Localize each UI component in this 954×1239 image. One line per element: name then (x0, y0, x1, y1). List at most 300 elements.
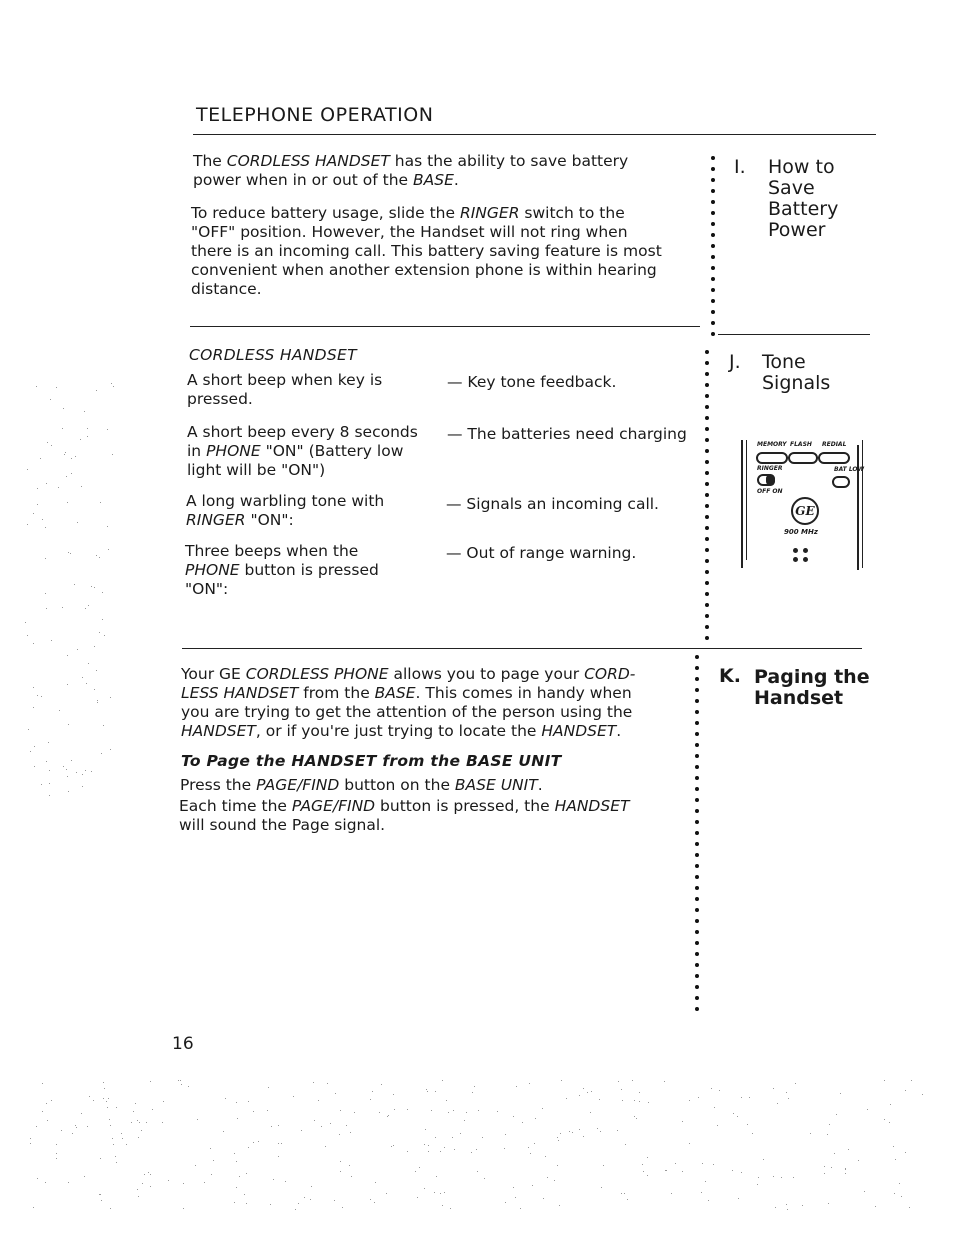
speck (431, 1110, 432, 1111)
speck (33, 687, 34, 688)
separator-dot (705, 581, 709, 585)
speck (82, 786, 83, 787)
speck (87, 436, 88, 437)
speck (452, 1137, 453, 1138)
speck (566, 1098, 567, 1099)
speck (314, 1120, 315, 1121)
speck (354, 1112, 355, 1113)
speck (845, 1173, 846, 1174)
speck (100, 1158, 101, 1159)
speck (96, 390, 97, 391)
separator-dot (695, 875, 699, 879)
speck (84, 411, 85, 412)
speck (37, 504, 38, 505)
speck (137, 1120, 138, 1121)
speck (747, 1124, 748, 1125)
separator-dot (695, 996, 699, 1000)
separator-dot (711, 288, 715, 292)
speck (67, 502, 68, 503)
speck (840, 1093, 841, 1094)
speck (107, 429, 108, 430)
speck (94, 646, 95, 647)
speck (453, 1110, 454, 1111)
speck (301, 1130, 302, 1131)
speck (213, 1160, 214, 1161)
label-flash: FLASH (790, 441, 812, 448)
speck (116, 1162, 117, 1163)
speck (33, 513, 34, 514)
separator-dot (705, 427, 709, 431)
speck (46, 483, 47, 484)
separator-dot (695, 941, 699, 945)
label-memory: MEMORY (757, 441, 787, 448)
speck (682, 1171, 683, 1172)
speck (890, 1104, 891, 1105)
separator-dot (711, 277, 715, 281)
speck (110, 749, 111, 750)
separator-dot (695, 721, 699, 725)
speck (64, 454, 65, 455)
speck (387, 1116, 388, 1117)
speck (617, 1130, 618, 1131)
separator-dot (705, 493, 709, 497)
speck (340, 1161, 341, 1162)
separator-dot (705, 526, 709, 530)
separator-dot (711, 299, 715, 303)
speck (298, 1203, 299, 1204)
separator-dot (705, 394, 709, 398)
speck (162, 1122, 163, 1123)
separator-dot (705, 570, 709, 574)
speck (477, 1171, 478, 1172)
speck (781, 1177, 782, 1178)
memory-key (756, 452, 788, 464)
speck (56, 387, 57, 388)
speck (515, 1197, 516, 1198)
separator-dot (705, 625, 709, 629)
speck (717, 1125, 718, 1126)
speck (33, 707, 34, 708)
speck (236, 1161, 237, 1162)
speck (621, 1089, 622, 1090)
section-i-rule-right (718, 334, 870, 335)
speck (426, 1089, 427, 1090)
speck (547, 1177, 548, 1178)
speck (77, 649, 78, 650)
speck (474, 1086, 475, 1087)
speck (63, 408, 64, 409)
speck (476, 1149, 477, 1150)
speck (375, 1182, 376, 1183)
speaker-hole-icon (793, 548, 798, 553)
separator-dot (705, 405, 709, 409)
speck (529, 1083, 530, 1084)
speck (34, 766, 35, 767)
speck (624, 1193, 625, 1194)
separator-dot (705, 636, 709, 640)
speck (110, 697, 111, 698)
speck (450, 1208, 451, 1209)
separator-dot (705, 361, 709, 365)
speck (777, 1103, 778, 1104)
speck (122, 1138, 123, 1139)
speck (110, 1125, 111, 1126)
speck (427, 1091, 428, 1092)
speck (75, 1125, 76, 1126)
speck (152, 1109, 153, 1110)
speck (786, 1092, 787, 1093)
speck (905, 1152, 906, 1153)
speck (845, 1169, 846, 1170)
speck (370, 1199, 371, 1200)
speck (293, 1096, 294, 1097)
speck (346, 1125, 347, 1126)
speck (41, 784, 42, 785)
separator-dot (705, 350, 709, 354)
speck (572, 1132, 573, 1133)
section-k-para3: Each time the PAGE/FIND button is pressed, the HANDSET will sound the Page signal. (179, 797, 630, 834)
speck (444, 1192, 445, 1193)
speck (922, 1094, 923, 1095)
handset-edge-left (741, 440, 743, 568)
speck (671, 1193, 672, 1194)
speck (569, 1131, 570, 1132)
speck (144, 1174, 145, 1175)
speck (428, 1151, 429, 1152)
speck (749, 1097, 750, 1098)
speck (464, 1120, 465, 1121)
separator-dot (695, 743, 699, 747)
speck (379, 1112, 380, 1113)
speck (135, 1103, 136, 1104)
speck (425, 1129, 426, 1130)
speck (788, 1098, 789, 1099)
speck (104, 635, 105, 636)
separator-dot (705, 515, 709, 519)
speck (632, 1080, 633, 1081)
separator-dot (695, 963, 699, 967)
speck (318, 1100, 319, 1101)
speck (310, 1199, 311, 1200)
tone-row-1-condition: A short beep when key is pressed. (187, 371, 383, 408)
speck (335, 1093, 336, 1094)
speck (639, 1092, 640, 1093)
ringer-switch-knob (766, 474, 775, 486)
separator-dot (705, 559, 709, 563)
separator-dot (711, 156, 715, 160)
speck (698, 1097, 699, 1098)
speck (30, 1143, 31, 1144)
speck (407, 1151, 408, 1152)
speck (42, 519, 43, 520)
speck (65, 452, 66, 453)
label-off-on: OFF ON (757, 488, 783, 495)
speck (236, 1187, 237, 1188)
speck (579, 1095, 580, 1096)
speck (109, 1119, 110, 1120)
speck (424, 1188, 425, 1189)
speck (131, 1122, 132, 1123)
section-i-para1: The CORDLESS HANDSET has the ability to save battery power when in or out of the BASE. (193, 152, 629, 189)
speck (599, 1099, 600, 1100)
speck (884, 1119, 885, 1120)
speck (497, 1111, 498, 1112)
separator-dot (711, 266, 715, 270)
speck (116, 1107, 117, 1108)
speck (834, 1153, 835, 1154)
speck (107, 1107, 108, 1108)
tone-row-1-meaning: — Key tone feedback. (447, 373, 617, 391)
speck (634, 1116, 635, 1117)
speck (101, 1200, 102, 1201)
speck (802, 1205, 803, 1206)
speck (558, 1140, 559, 1141)
label-redial: REDIAL (822, 441, 847, 448)
speck (270, 1204, 271, 1205)
speck (108, 549, 109, 550)
speck (146, 1122, 147, 1123)
speck (601, 1187, 602, 1188)
speck (370, 1099, 371, 1100)
speck (45, 1182, 46, 1183)
speck (148, 1172, 149, 1173)
speck (311, 1186, 312, 1187)
speck (278, 1143, 279, 1144)
separator-dot (711, 167, 715, 171)
separator-dot (695, 798, 699, 802)
section-k-title: Paging the Handset (754, 666, 870, 709)
speck (828, 1203, 829, 1204)
speck (350, 1132, 351, 1133)
speck (49, 770, 50, 771)
speck (434, 1192, 435, 1193)
speck (534, 1143, 535, 1144)
speck (505, 1202, 506, 1203)
speck (56, 1158, 57, 1159)
speck (505, 1134, 506, 1135)
separator-dot (695, 754, 699, 758)
speck (295, 1209, 296, 1210)
speck (67, 684, 68, 685)
flash-key (788, 452, 818, 464)
speck (386, 1193, 387, 1194)
speck (111, 383, 112, 384)
speck (93, 1100, 94, 1101)
speck (417, 1197, 418, 1198)
speck (460, 1133, 461, 1134)
speck (48, 742, 49, 743)
speck (107, 526, 108, 527)
speck (30, 751, 31, 752)
separator-dot (711, 178, 715, 182)
speck (51, 445, 52, 446)
speck (271, 1126, 272, 1127)
speck (579, 1129, 580, 1130)
speck (554, 1180, 555, 1181)
tone-row-2-condition: A short beep every 8 seconds in PHONE "ON" (Battery low light will be "ON") (187, 423, 418, 479)
speck (583, 1136, 584, 1137)
redial-key (818, 452, 850, 464)
separator-dot (705, 460, 709, 464)
speck (388, 1115, 389, 1116)
speck (42, 1083, 43, 1084)
speck (557, 1137, 558, 1138)
speck (901, 1196, 902, 1197)
speck (557, 1165, 558, 1166)
speck (478, 1110, 479, 1111)
speck (76, 772, 77, 773)
speck (278, 1125, 279, 1126)
speck (234, 1153, 235, 1154)
separator-dot (695, 897, 699, 901)
speck (268, 1087, 269, 1088)
speck (253, 1142, 254, 1143)
separator-dot (711, 200, 715, 204)
speck (86, 683, 87, 684)
speck (393, 1094, 394, 1095)
speck (621, 1193, 622, 1194)
speck (708, 1200, 709, 1201)
speck (168, 1180, 169, 1181)
separator-dot (695, 864, 699, 868)
speck (737, 1116, 738, 1117)
speck (210, 1148, 211, 1149)
speck (94, 689, 95, 690)
speck (27, 469, 28, 470)
speck (325, 1146, 326, 1147)
speck (381, 1084, 382, 1085)
speck (829, 1124, 830, 1125)
speck (893, 1146, 894, 1147)
tone-row-4-condition: Three beeps when the PHONE button is pressed "ON": (185, 542, 379, 598)
speck (532, 1185, 533, 1186)
section-k-subhead: To Page the HANDSET from the BASE UNIT (181, 752, 562, 770)
speck (793, 1177, 794, 1178)
separator-dot (705, 592, 709, 596)
speck (705, 1181, 706, 1182)
speck (741, 1172, 742, 1173)
speck (81, 1113, 82, 1114)
speck (542, 1108, 543, 1109)
speck (33, 1207, 34, 1208)
speck (757, 1184, 758, 1185)
speck (643, 1171, 644, 1172)
separator-dot (705, 438, 709, 442)
speck (97, 700, 98, 701)
speck (810, 1133, 811, 1134)
speck (87, 1126, 88, 1127)
speck (223, 1131, 224, 1132)
speck (104, 1088, 105, 1089)
speck (763, 1159, 764, 1160)
speck (112, 454, 113, 455)
speck (180, 1080, 181, 1081)
speck (583, 1088, 584, 1089)
speck (625, 1144, 626, 1145)
speck (758, 1177, 759, 1178)
speck (543, 1198, 544, 1199)
speck (85, 608, 86, 609)
separator-dot (711, 321, 715, 325)
separator-dot (695, 1007, 699, 1011)
speck (138, 1196, 139, 1197)
speaker-hole-icon (793, 557, 798, 562)
speck (56, 1144, 57, 1145)
speck (163, 1101, 164, 1102)
speck (110, 1208, 111, 1209)
separator-dot (695, 919, 699, 923)
section-k-letter: K. (719, 665, 741, 687)
speck (600, 1131, 601, 1132)
label-900mhz: 900 MHz (784, 528, 818, 536)
speck (372, 1091, 373, 1092)
speck (281, 1143, 282, 1144)
speck (59, 710, 60, 711)
bat-low-indicator (832, 476, 850, 488)
speck (848, 1149, 849, 1150)
speck (181, 1084, 182, 1085)
speck (603, 1165, 604, 1166)
speck (713, 1164, 714, 1165)
speck (71, 458, 72, 459)
speck (597, 1128, 598, 1129)
speck (112, 1138, 113, 1139)
speck (183, 1208, 184, 1209)
speck (36, 386, 37, 387)
speck (94, 587, 95, 588)
speck (391, 1146, 392, 1147)
speck (71, 473, 72, 474)
section-k-para2: Press the PAGE/FIND button on the BASE UNIT. (180, 776, 543, 794)
speck (867, 1109, 868, 1110)
speck (446, 1100, 447, 1101)
separator-dot (695, 765, 699, 769)
speck (30, 1138, 31, 1139)
speck (51, 1100, 52, 1101)
separator-dot (695, 655, 699, 659)
speck (339, 1134, 340, 1135)
speck (415, 1171, 416, 1172)
speck (273, 1179, 274, 1180)
speck (49, 783, 50, 784)
speck (88, 605, 89, 606)
speck (138, 1137, 139, 1138)
speck (71, 760, 72, 761)
speck (99, 1194, 100, 1195)
speck (47, 442, 48, 443)
section-j-rule (182, 648, 862, 649)
handset-edge-right (857, 445, 859, 570)
speck (137, 1189, 138, 1190)
speck (618, 1081, 619, 1082)
page-title: TELEPHONE OPERATION (196, 104, 434, 126)
speck (393, 1145, 394, 1146)
speck (45, 593, 46, 594)
speck (773, 1088, 774, 1089)
speck (28, 729, 29, 730)
separator-dot (695, 908, 699, 912)
speck (522, 1122, 523, 1123)
speck (636, 1118, 637, 1119)
separator-dot (711, 332, 715, 336)
speck (142, 1183, 143, 1184)
speck (76, 1127, 77, 1128)
speck (454, 1149, 455, 1150)
separator-dot (705, 537, 709, 541)
separator-dot (705, 504, 709, 508)
speck (66, 476, 67, 477)
speck (304, 1197, 305, 1198)
